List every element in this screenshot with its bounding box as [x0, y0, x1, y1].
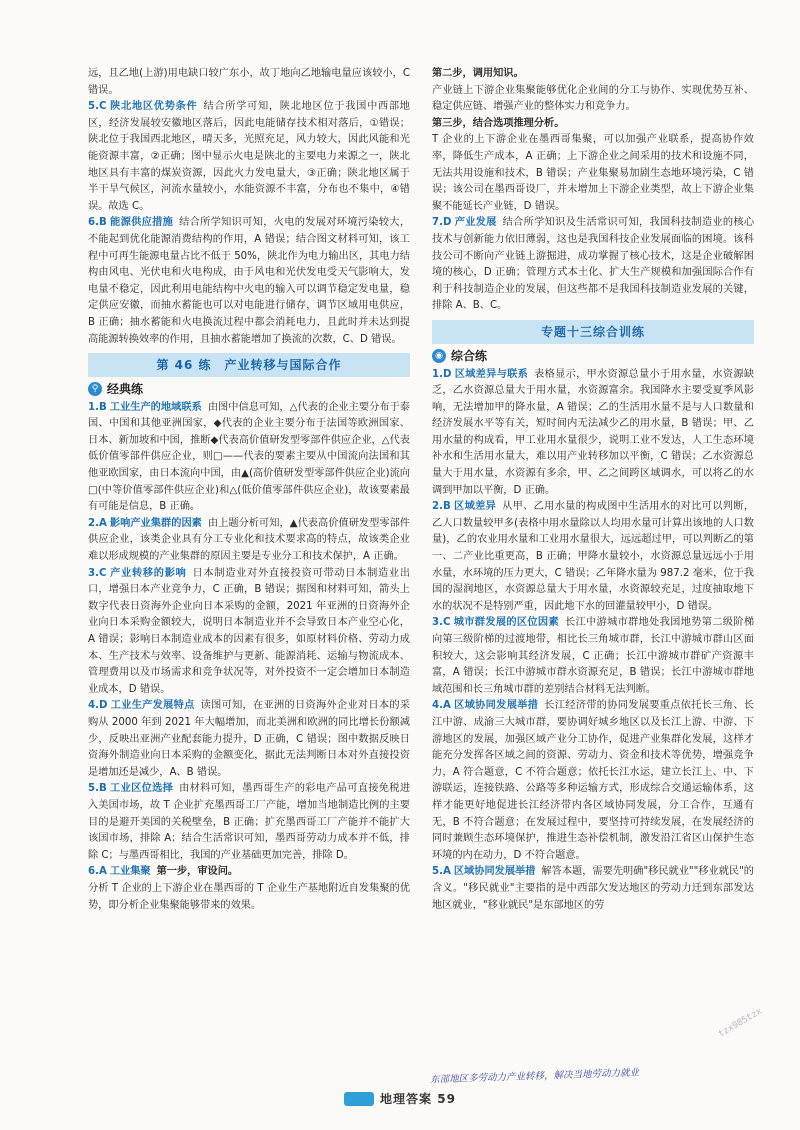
- answer-tag: 区域差异: [453, 501, 497, 513]
- answer-item: [88, 516, 410, 566]
- paragraph: 产业链上下游企业集聚能够优化企业间的分工与协作、实现优势互补、稳定供应链、增强产业的整体实力和竞争力。: [432, 84, 754, 113]
- answer-tag: 影响产业集群的因素: [109, 517, 202, 529]
- paragraph: 分析 T 企业的上下游企业在墨西哥的 T 企业生产基地附近自发集聚的优势，即分析企业集聚能够带来的效果。: [88, 882, 410, 911]
- answer-text: 长江经济带的协同发展要重点依托长三角、长江中游、成渝三大城市群，要协调好城乡地区以及长江上游、中游、下游地区的发展，加强区域产业分工协作，促进产业集群化发展，这样才能充分发挥各区域之间的资源、劳动力、资金和技术等优势，增强竞争力，A 符合题意，C 不符合题意；依托长江水运，建立长江上、中、下游联运，连接铁路、公路等多种运输方式，形成综合交通运输体系，这样才能更好地促进长江经济带内各区域协同发展，分工合作，互通有无，B 不符合题意；在发展过程中，要坚持可持续发展，在发展经济的同时兼顾生态环境保护，推进生态补偿机制，激发沿江省区山保护生态环境的内在动力，D 不符合题意。: [432, 700, 755, 861]
- answer-number: 1.B: [88, 401, 107, 413]
- answer-number: 1.D: [432, 368, 452, 380]
- section-header: [88, 381, 410, 398]
- answer-number: 6.A: [88, 866, 107, 878]
- answer-item: [88, 698, 410, 781]
- answer-number: 2.A: [88, 517, 107, 529]
- special-title: 专题十三综合训练: [540, 324, 645, 339]
- answer-text: 解答本题，需要先明确"移民就业""移业就民"的含义。"移民就业"主要指的是中西部欠发达地区的劳动力迁到东部发达地区就业，"移业就民"是东部地区的劳: [432, 866, 754, 911]
- step-heading: 第三步，结合选项推理分析。: [432, 117, 565, 129]
- answer-tag: 工业区位选择: [109, 783, 174, 795]
- answer-item: [88, 566, 410, 699]
- answer-tag: 产业转移的影响: [109, 567, 187, 579]
- answer-number: 7.D: [432, 217, 452, 229]
- answer-tag: 能源供应措施: [109, 217, 174, 229]
- answer-text: 读图可知，在亚洲的日资海外企业对日本的采购从 2000 年到 2021 年大幅增加，而北美洲和欧洲的同比增长份额减少，反映出亚洲产业配套能力提升，D 正确，C 错误；图中数据反映日资海外制造业向日本采购的金额变化，据此无法判断日本对外直接投资是增加还是减少，A、B 错误。: [88, 700, 411, 778]
- answer-tag: 工业集聚: [109, 866, 151, 878]
- answer-tag: 工业生产发展特点: [110, 700, 195, 712]
- answer-item: [88, 400, 410, 516]
- answer-item: [432, 615, 754, 698]
- answer-number: 6.B: [88, 217, 107, 229]
- answer-item: [432, 698, 754, 864]
- lesson-title: 第 46 练 产业转移与国际合作: [156, 357, 342, 372]
- answer-number: 3.C: [432, 617, 451, 629]
- answer-item: [432, 864, 754, 914]
- answer-text: 由材料可知，墨西哥生产的彩电产品可直接免税进入美国市场，故 T 企业扩充墨西哥工厂产能，增加当地制造比例的主要目的是避开美国的关税壁垒，B 正确；扩充墨西哥工厂产能并不能扩大该国市场，排除 A；结合生活常识可知，墨西哥劳动力成本并不低，排除 C；与墨西哥相比，我国的产业基础更加完善，排除 D。: [88, 783, 411, 861]
- lesson-title-bar: [88, 353, 410, 377]
- answer-item: [88, 99, 410, 215]
- paragraph: T 企业的上下游企业在墨西哥集聚，可以加强产业联系，提高协作效率，降低生产成本，A 正确；上下游企业之间采用的技术和设施不同，无法共用设施和技术，B 错误；产业集聚易加剧生态地环境污染，C 错误；该公司在墨西哥设厂，并未增加上下游企业类型，故上下游企业集聚不能延长产业链，D 错误。: [432, 134, 754, 212]
- paragraph: 远，且乙地(上游)用电缺口较广东小，故丁地向乙地输电量应该较小，C 错误。: [88, 68, 410, 96]
- answer-text: 结合所学知识可知，火电的发展对环境污染较大，不能起到优化能源消费结构的作用，A 错误；结合图文材料可知，该工程中可再生能源电量占比不低于 50%，陕北作为电力输出区，其电力结构由风电、光伏电和火电构成，由于风电和光伏发电受天气影响大，发电量不稳定，因此利用电能结构中火电的输入可以调节稳定发电量，稳定供应安徽，而抽水蓄能也可以对电能进行储存，调节区域用电供应，B 正确；抽水蓄能和火电换流过程中都会消耗电力，且此时并未达到提高能源转换效率的作用，且抽水蓄能增加了换流的次数，C、D 错误。: [88, 217, 411, 345]
- answer-text: 表格显示，甲水资源总量小于用水量，水资源缺乏，乙水资源总量大于用水量，水资源富余。我国降水主要受夏季风影响，无法增加甲的降水量，A 错误；乙的生活用水量不是与人口数量和经济发展水平等有关，短时间内无法减少乙的用水量，B 错误；甲、乙用水量的构成看，甲工业用水量很少，说明工业不发达，人工生态环境补水和生活用水量大，难以用产业转移加以平衡，C 错误；乙水资源总量大于用水量，水资源有多余，甲、乙之间跨区域调水，可以将乙的水调到甲加以平衡，D 正确。: [432, 368, 755, 496]
- answer-item: [432, 367, 754, 500]
- answer-number: 5.C: [88, 101, 107, 113]
- right-column: [432, 66, 754, 914]
- answer-page: [88, 66, 768, 1096]
- answer-number: 4.D: [88, 700, 108, 712]
- target-icon: ◉: [432, 349, 446, 363]
- answer-text: 结合所学可知，陕北地区位于我国中西部地区，经济发展较安徽地区落后，因此电能储存技术相对落后，①错误；陕北位于我国西北地区，晴天多，光照充足，风力较大，因此风能和光能资源丰富，②正确；图中显示火电是陕北的主要电力来源之一，陕北地区具有丰富的煤炭资源，因此火力发电量大，③正确；陕北地区属于半干旱气候区，河流水量较小，水能资源不丰富，分布也不集中，④错误。故选 C。: [88, 101, 410, 212]
- answer-item: [432, 499, 754, 615]
- section-title: 综合练: [451, 348, 488, 363]
- answer-number: 5.A: [432, 866, 451, 878]
- section-title: 经典练: [107, 382, 144, 397]
- answer-tag: 区域差异与联系: [454, 368, 529, 380]
- answer-number: 3.C: [88, 567, 107, 579]
- answer-text: 长江中游城市群地处我国地势第二级阶梯向第三级阶梯的过渡地带，相比长三角城市群，长江中游城市群山区面积较大，这会影响其经济发展，C 正确；长江中游城市群矿产资源丰富，A 错误；长江中游城市群水资源充足，B 错误；长江中游城市群地域范围和长三角城市群的差别结合材料无法判断。: [432, 617, 755, 695]
- answer-item: [88, 864, 410, 881]
- answer-number: 4.A: [432, 700, 451, 712]
- answer-text: 由图中信息可知，△代表的企业主要分布于泰国、中国和其他亚洲国家，◆代表的企业主要分布于法国等欧洲国家、日本、新加坡和中国，推断◆代表高价值研发型零部件供应企业，△代表低价值零部件供应企业，则□——代表的要素主要从中国流向法国和其他亚欧国家，由日本流向中国，由▲(高价值研发型零部件供应企业)流向□(中等价值零部件供应企业)和△(低价值零部件供应企业)，故该要素最有可能是信息，B 正确。: [88, 401, 410, 513]
- answer-tag: 陕北地区优势条件: [109, 101, 198, 113]
- answer-tag: 工业生产的地域联系: [109, 401, 202, 413]
- brand-logo-icon: [344, 1092, 374, 1106]
- magnifier-icon: ⚲: [88, 382, 102, 396]
- left-column: [88, 66, 410, 914]
- answer-item: [88, 781, 410, 864]
- watermark: tzx985tzx: [716, 1006, 765, 1040]
- step-heading: 第二步，调用知识。: [432, 68, 524, 79]
- special-title-bar: [432, 320, 754, 344]
- answer-tag: 城市群发展的区位因素: [453, 617, 559, 629]
- answer-text: 从甲、乙用水量的构成图中生活用水的对比可以判断，乙人口数量较甲多(表格中用水量除以人均用水量可计算出该地的人口数量)，乙的农业用水量和工业用水量很大，远远超过甲，可以判断乙的第一、二产业比重更高，B 正确；甲降水量较小，水资源总量远远小于用水量，水环境的压力更大，C 错误；乙年降水量为 987.2 毫米，位于我国的湿润地区，水资源总量大于用水量，水资源较充足，过度抽取地下水的状况不是特别严重，因此地下水的回灌量较甲小，D 错误。: [432, 501, 755, 612]
- answer-text: 由上题分析可知，▲代表高价值研发型零部件供应企业，该类企业具有分工专业化和技术要求高的特点，故该类企业难以形成规模的产业集群的原因主要是专业分工和技术保护，A 正确。: [88, 517, 410, 563]
- answer-item: [88, 215, 410, 348]
- answer-text: 第一步，审设问。: [156, 866, 239, 878]
- page-footer: [0, 1090, 800, 1107]
- footer-label: 地理答案 59: [380, 1092, 456, 1106]
- answer-text: 结合所学知识及生活常识可知，我国科技制造业的核心技术与创新能力依旧薄弱，这也是我国科技企业发展面临的困境。该科技公司不断向产业链上游掘进，成功掌握了核心技术，这是企业破解困境的核心，D 正确；管理方式本土化、扩大生产规模和加强国际合作有利于科技制造企业的发展，但这些都不是我国科技制造业发展的关键，排除 A、B、C。: [432, 217, 755, 312]
- answer-tag: 产业发展: [454, 217, 497, 229]
- section-header: [432, 348, 754, 365]
- answer-tag: 区域协同发展举措: [453, 866, 536, 878]
- answer-tag: 区域协同发展举措: [453, 700, 539, 712]
- handwritten-note: 东部地区多劳动力产业转移，解决当地劳动力就业: [429, 1067, 640, 1086]
- answer-text: 日本制造业对外直接投资可带动日本制造业出口，增强日本产业竞争力，C 正确，B 错误；据图和材料可知，箭头上数字代表日资海外企业向日本采购的金额，2021 年亚洲的日资海外企业向日本采购金额较大，说明日本制造业并不会导致日本产业空心化，A 错误；影响日本制造业成本的因素有很多，如原材料价格、劳动力成本、生产技术与效率、设备维护与更新、能源消耗、运输与物流成本、管理费用以及市场需求和竞争状况等，对外投资不一定会增加日本制造业成本，D 错误。: [88, 567, 411, 695]
- answer-number: 5.B: [88, 783, 107, 795]
- answer-item: [432, 215, 754, 315]
- answer-number: 2.B: [432, 501, 451, 513]
